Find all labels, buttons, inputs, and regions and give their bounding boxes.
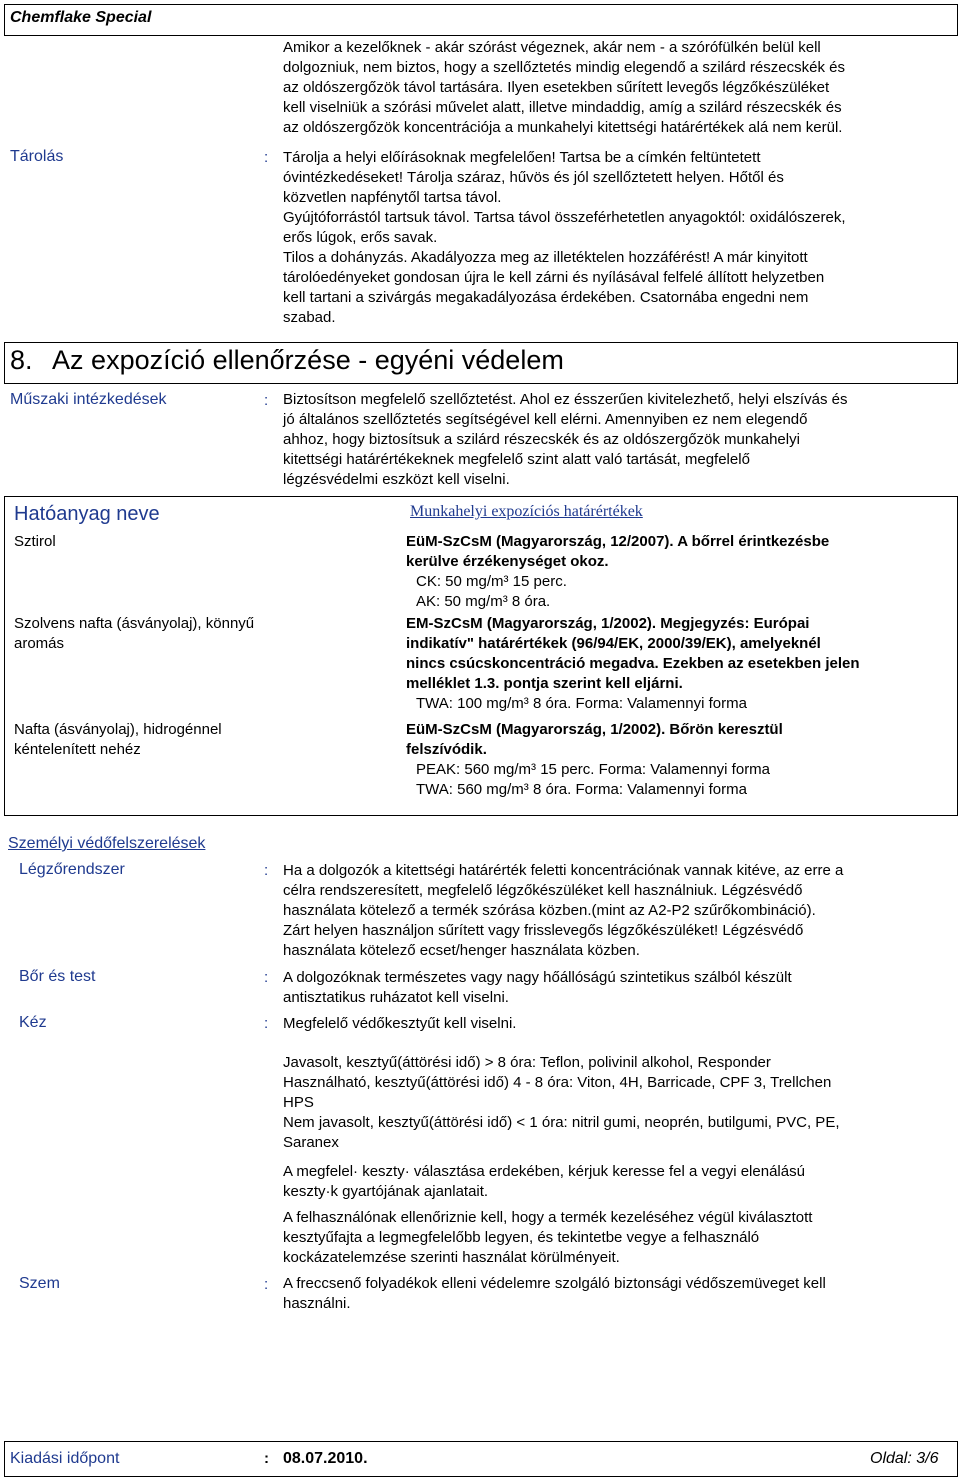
text-line: Megfelelő védőkesztyűt kell viselni. [283,1015,517,1032]
text-line: Gyújtóforrástól tartsuk távol. Tartsa távol összeférhetetlen anyagoktól: oxidálószerek, [283,209,846,226]
text-line: Zárt helyen használjon sűrített vagy frisslevegős légzőkészüléket! Légzésvédő [283,922,804,939]
hand-colon: : [264,1015,269,1032]
text-line: használni. [283,1295,351,1312]
text-line: Amikor a kezelőknek - akár szórást végeznek, akár nem - a szórófülkén belül kell [283,39,821,56]
issue-date-colon: : [264,1450,269,1467]
storage-text [283,148,958,328]
substance-name [14,532,56,552]
substance-column-header: Hatóanyag neve [14,503,160,525]
skin-colon: : [264,969,269,986]
storage-colon: : [264,149,269,166]
text-line: kerülve érzékenységet okoz. [406,553,609,570]
text-line: Biztosítson megfelelő szellőztetést. Ahol ez ésszerűen kivitelezhető, helyi elszívás és [283,391,848,408]
text-line: antisztatikus ruházatot kell viselni. [283,989,509,1006]
text-line: közvetlen napfénytől tartsa távol. [283,189,502,206]
text-line: CK: 50 mg/m³ 15 perc. [416,573,567,590]
text-line: TWA: 100 mg/m³ 8 óra. Forma: Valamennyi forma [416,695,747,712]
engineering-colon: : [264,392,269,409]
text-line: melléklet 1.3. pontja szerint kell eljárni. [406,675,683,692]
text-line: A dolgozóknak természetes vagy nagy hőállóságú szintetikus szálból készült [283,969,792,986]
hand-text [283,1014,958,1034]
text-line: Javasolt, kesztyű(áttörési idő) > 8 óra: Teflon, polivinil alkohol, Responder [283,1054,771,1071]
text-line: tárolóedényeket gondosan újra le kell zárni és nyílásával felfelé állított helyzetben [283,269,825,286]
continuation-paragraph [283,38,958,138]
text-line: kell tartani a szivárgás megakadályozása érdekében. Csatornába engedni nem [283,289,809,306]
respiratory-text [283,861,958,961]
text-line: kesztyűfajta a legmegfelelőbb legyen, és tekintetbe vegye a felhasználó [283,1229,760,1246]
limits-column-header: Munkahelyi expozíciós határértékek [410,503,643,520]
text-line: erős lúgok, erős savak. [283,229,438,246]
text-line: EM-SzCsM (Magyarország, 1/2002). Megjegyzés: Európai [406,615,810,632]
text-line: keszty·k gyartójának ajanlatait. [283,1183,489,1200]
text-line: Nafta (ásványolaj), hidrogénnel [14,721,222,738]
skin-text [283,968,958,1008]
text-line: kéntelenített nehéz [14,741,141,758]
text-line: A felhasználónak ellenőriznie kell, hogy a termék kezeléséhez végül kiválasztott [283,1209,813,1226]
engineering-text [283,390,958,490]
section-heading: Az expozíció ellenőrzése - egyéni védelem [52,345,564,375]
text-line: kitettségi határértékeknek megfelelő szint alatt való tartását, megfelelő [283,451,750,468]
text-line: jó általános szellőztetés segítségével kell elérni. Amennyiben ez nem elegendő [283,411,808,428]
ppe-heading: Személyi védőfelszerelések [8,835,206,852]
text-line: használata kötelező ecset/henger használata közben. [283,942,640,959]
text-line: nincs csúcskoncentráció megadva. Ezekben az esetekben jelen [406,655,860,672]
text-line: kell viselniük a szórási művelet alatt, illetve mindaddig, amíg a szilárd részecskék és [283,99,842,116]
text-line: Nem javasolt, kesztyű(áttörési idő) < 1 óra: nitril gumi, neoprén, butilgumi, PVC, PE, [283,1114,840,1131]
text-line: EüM-SzCsM (Magyarország, 1/2002). Bőrön keresztül [406,721,783,738]
issue-date-value: 08.07.2010. [283,1450,368,1467]
issue-date-label: Kiadási időpont [10,1450,120,1467]
eye-text [283,1274,958,1314]
glove-selection-note [283,1162,958,1202]
glove-recommendations [283,1053,958,1153]
page-number: Oldal: 3/6 [870,1450,939,1467]
text-line: használata kötelező a termék szórása közben.(mint az A2-P2 szűrőkombináció). [283,902,816,919]
text-line: óvintézkedéseket! Tárolja száraz, hűvös és jól szellőztetett helyen. Hőtől és [283,169,784,186]
text-line: dolgozniuk, nem biztos, hogy a szellőztetés mindig elegendő a szilárd részecskék és [283,59,845,76]
limit-values [406,720,956,800]
text-line: az oldószergőzök távol tartására. Ilyen esetekben sűrített levegős légzőkészüléket [283,79,830,96]
respiratory-label: Légzőrendszer [19,861,125,878]
respiratory-colon: : [264,862,269,879]
section-8-title [10,345,564,376]
eye-label: Szem [19,1275,60,1292]
text-line: Saranex [283,1134,339,1151]
text-line: légzésvédelmi eszközt kell viselni. [283,471,510,488]
hand-label: Kéz [19,1014,47,1031]
text-line: ahhoz, hogy biztosítsuk a szilárd részecskék és az oldószergőzök munkahelyi [283,431,800,448]
text-line: aromás [14,635,65,652]
text-line: AK: 50 mg/m³ 8 óra. [416,593,551,610]
text-line: TWA: 560 mg/m³ 8 óra. Forma: Valamennyi forma [416,781,747,798]
text-line: A freccsenő folyadékok elleni védelemre szolgáló biztonsági védőszemüveget kell [283,1275,826,1292]
text-line: Használható, kesztyű(áttörési idő) 4 - 8 óra: Viton, 4H, Barricade, CPF 3, Trellchen [283,1074,832,1091]
text-line: az oldószergőzök koncentrációja a munkahelyi kitettségi határértékek alá nem kerül. [283,119,843,136]
text-line: PEAK: 560 mg/m³ 15 perc. Forma: Valamennyi forma [416,761,771,778]
limit-values [406,532,956,612]
document-footer [4,1441,958,1477]
section-number: 8. [10,345,33,375]
substance-name [14,614,254,654]
text-line: felszívódik. [406,741,487,758]
text-line: Sztirol [14,533,56,550]
text-line: szabad. [283,309,336,326]
text-line: HPS [283,1094,314,1111]
text-line: Szolvens nafta (ásványolaj), könnyű [14,615,255,632]
glove-user-note [283,1208,958,1268]
substance-name [14,720,222,760]
text-line: Tilos a dohányzás. Akadályozza meg az illetéktelen hozzáférést! A már kinyitott [283,249,808,266]
text-line: célra rendszeresített, megfelelő légzőkészüléket kell használniuk. Légzésvédő [283,882,803,899]
product-title: Chemflake Special [10,9,152,26]
storage-label: Tárolás [10,148,64,165]
engineering-label: Műszaki intézkedések [10,391,167,408]
text-line: kockázatelemzése szerinti használat körülményeit. [283,1249,620,1266]
text-line: A megfelel· keszty· választása erdekében, kérjuk keresse fel a vegyi elenálású [283,1163,805,1180]
text-line: Ha a dolgozók a kitettségi határérték feletti koncentrációnak vannak kitéve, az erre a [283,862,844,879]
text-line: Tárolja a helyi előírásoknak megfelelően! Tartsa be a címkén feltüntetett [283,149,761,166]
text-line: indikatív" határértékek (96/94/EK, 2000/39/EK), amelyeknél [406,635,821,652]
eye-colon: : [264,1276,269,1293]
skin-label: Bőr és test [19,968,96,985]
limit-values [406,614,956,714]
text-line: EüM-SzCsM (Magyarország, 12/2007). A bőrrel érintkezésbe [406,533,830,550]
